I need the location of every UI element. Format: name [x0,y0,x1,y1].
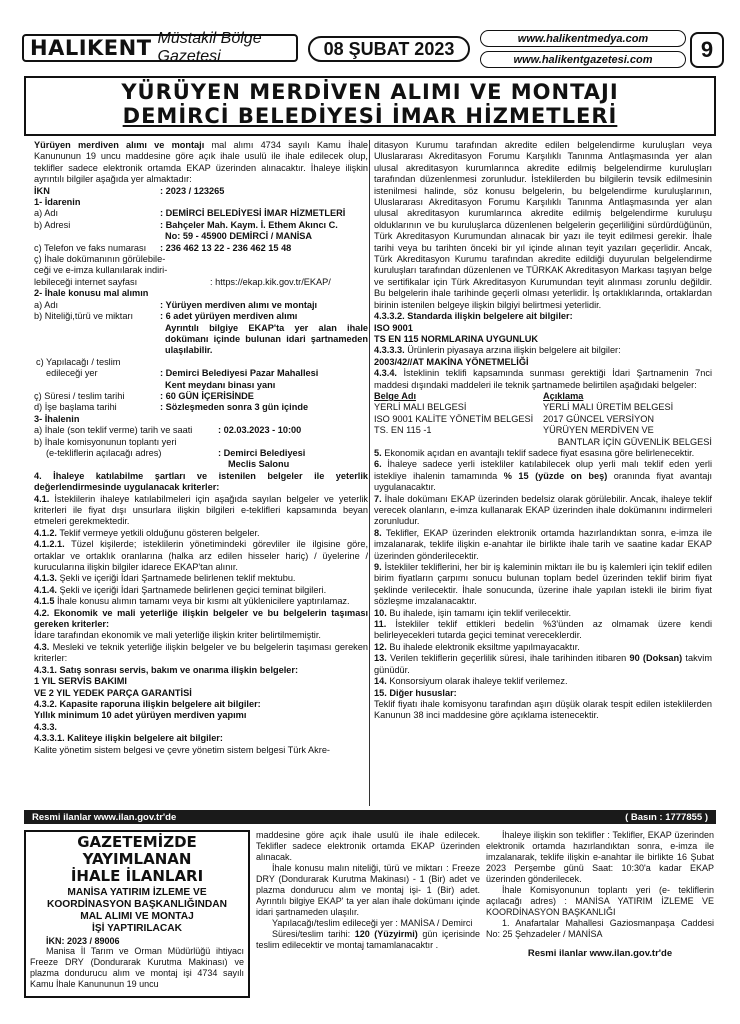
documents-table-row [374,425,712,436]
item-13-days: 90 (Doksan) [629,653,683,664]
item-9-text: İstekliler tekliflerini, her bir iş kaleminin miktarı ile bu iş kalemleri için teklif edilen birim fiyatların çarpımı sonucu bulunan toplam bedel üzerinden teklif birim fiyat şeklinde verilecektir. İhale sonucunda, üzerine ihale yapılan istekli ile birim fiyat sözleşme imzalanacaktır. [374,562,712,607]
press-number: ( Basın : 1777855 ) [625,811,708,823]
section-title-1: GAZETEMİZDE YAYIMLANAN [77,833,197,868]
admin-name-value: : DEMİRCİ BELEDİYESİ İMAR HİZMETLERİ [160,208,346,219]
deadline-label: a) İhale (son teklif verme) tarih ve saati [34,425,193,436]
para-4-3 [34,642,368,665]
document-name: YERLİ MALI BELGESİ [374,402,467,413]
subtitle-line-2: KOORDİNASYON BAŞKANLIĞINDAN [47,899,227,910]
article-column-right [374,140,712,722]
para-4-1-4-text: Şekli ve içeriği İdari Şartnamede belirlenen geçici teminat bilgileri. [57,584,327,595]
official-notice-bar [24,810,716,824]
brand-box [22,30,298,65]
para-4-1-2-1-text: Tüzel kişilerde; isteklilerin yönetimindeki görevliler ile ilgisine göre, ortaklar ve ortaklık oranlarına (halka arz edilen hisseler hariç) / üyelerine / kurucularına ilişkin bilgiler idarece EKAP'tan alınır. [34,539,368,573]
para-4-1-text: İsteklilerin ihaleye katılabilmeleri için aşağıda sayılan belgeler ve yeterlik kriterleri ile fiyat dışı unsurlara ilişkin bilgileri e-teklifleri kapsamında beyan etmeleri gerekmektedir. [34,493,368,527]
item-14-num: 14. [374,676,387,687]
start-date-value: : Sözleşmeden sonra 3 gün içinde [160,402,309,413]
website-link-1[interactable]: www.halikentmedya.com [480,30,686,47]
phone-label: c) Telefon ve faks numarası [34,242,147,253]
admin-address-row [34,220,368,231]
item-10-num: 10. [374,607,387,618]
document-desc: YÜRÜYEN MERDİVEN VE [543,425,654,436]
deadline-value: : 02.03.2023 - 10:00 [218,425,302,436]
documents-col-name: Belge Adı [374,390,417,401]
para-4-1-5 [34,596,368,607]
official-notice-text: Resmi ilanlar www.ilan.gov.tr'de [32,811,177,823]
section-title-2: İHALE İLANLARI [70,867,204,885]
commission-value-2: Meclis Salonu [228,459,290,470]
para-4-1 [34,494,368,528]
item-detail-note: Ayrıntılı bilgiye EKAP'ta yer alan ihale dokümanı içinde bulunan idari şartnameden ulaşılabilir. [165,322,368,356]
item-11-num: 11. [374,619,387,630]
admin-name-label: a) Adı [34,208,59,219]
para-4-3-4 [374,368,712,391]
deadline-row [34,425,368,436]
second-body-right [486,830,714,959]
website-link-2[interactable]: www.halikentgazetesi.com [480,51,686,68]
headline-box [24,76,716,136]
item-7-text: İhale dokümanı EKAP üzerinden bedelsiz olarak görülebilir. Ancak, ihaleye teklif verecek olanların, e-imza kullanarak EKAP üzerinden ihale dokümanını indirmeleri zorunludur. [374,493,712,527]
item-6-text: İhaleye sadece yerli istekliler katılabilecek olup yerli malı teklif eden yerli istekliye ihalenin tamamında [374,459,712,481]
item-quantity-label: b) Niteliği,türü ve miktarı [34,311,134,322]
section-4-heading: 4. İhaleye katılabilme şartları ve istenilen belgeler ile yeterlik değerlendirmesinde uygulanacak kriterler: [34,470,368,493]
service-line-1: 1 YIL SERVİS BAKIMI [34,676,127,687]
documents-table-row [374,414,712,425]
documents-table-header [374,391,712,402]
duration-text: Süresi/teslim tarihi: [272,929,355,939]
headline-line-2: DEMİRCİ BELEDİYESİ İMAR HİZMETLERİ [122,104,618,128]
item-10 [374,608,712,619]
para-4-1-2-1-num: 4.1.2.1. [34,539,65,550]
delivery-place-label-1: c) Yapılacağı / teslim [36,356,121,367]
para-4-3-3-2-heading: 4.3.3.2. Standarda ilişkin belgelere ait bilgiler: [374,311,573,322]
para-4-3-4-num: 4.3.4. [374,368,397,379]
second-mid-para-4 [256,929,480,951]
article-column-left [34,140,368,756]
item-9-num: 9. [374,562,382,573]
accreditation-paragraph: ditasyon Kurumu tarafından akredite edilen belgelendirme kuruluşları veya Uluslararası Akreditasyon Forumu Karşılıklı Tanınma Antlaşmasında yer alan ulusal akreditasyon kurumlarınca akredite edilmiş belgelendirme kuruluşları tarafından düzenlenmesi zorunludur. İsteklilerden bu bilgilerin tevsik edilmesinin istenilmesi halinde, söz konusu belgelerin, bu belgelendirme kuruluşlarının, Uluslararası Akreditasyon Forumu Karşılıklı Tanınma Antlaşmasında yer alan ulusal akreditasyon kurumlarınca akredite edilmiş belgelendirme kuruluşu olduklarının ve bu kuruluşlarca düzenlenen belgelerin geçerliliğini sürdürdüğünün, Türk Akreditasyon Kurumundan alınacak bir yazı ile teyit edilmesi gerekir. İhale tarihi veya bu tarihten önceki bir yıl içinde alınan teyit yazıları geçerlidir. Ancak, Türk Akreditasyon Kurumu tarafından akredite edildiği duyurulan belgelendirme kuruluşları tarafından düzenlenen ve TÜRKAK Akreditasyon Markası taşıyan belge ve sertifikalar için Türk Akreditasyon Kurumundan teyit alınması zorunlu değildir. Bu belgelerin ihale tarihinde geçerli olması yeterlidir. İş ortaklıklarında, ortaklardan birinin istenilen belgeye ilişkin bilgiyi belirtmesi yeterlidir. [374,140,712,310]
masthead [22,30,722,70]
brand-name: HALIKENT [30,36,152,60]
document-label-3: lebileceği internet sayfası [34,276,138,287]
subtitle-line-3: MAL ALIMI VE MONTAJ [80,911,194,922]
duration-value: : 60 GÜN İÇERİSİNDE [160,390,254,401]
para-4-3-text: Mesleki ve teknik yeterliğe ilişkin belgeler ve bu belgelerin taşıması gereken kriterler: [34,641,368,664]
section-3-heading: 3- İhalenin [34,413,80,424]
documents-col-desc: Açıklama [543,390,584,401]
item-12-num: 12. [374,641,387,652]
document-desc: YERLİ MALI ÜRETİM BELGESİ [543,402,674,413]
item-11-text: İstekliler teklif ettikleri bedelin %3'ünden az olmamak üzere kendi belirleyecekleri tutarda geçici teminat vereceklerdir. [374,619,712,641]
item-6 [374,459,712,493]
commission-label-2: (e-tekliflerin açılacağı adres) [46,447,162,458]
second-mid-para-2: İhale konusu malın niteliği, türü ve miktarı : Freeze DRY (Dondurarak Kurutma Makinası) - 1 (Bir) adet ve plazma dondurucu alım ve montaj işi- 1 (Bir) adet. Ayrıntılı bilgiye EKAP' ta yer alan ihale dokümanı içinde idari şartnameden ulaşılır. [256,863,480,917]
para-4-1-num: 4.1. [34,493,50,504]
commission-row [34,448,368,459]
para-4-2-heading: 4.2. Ekonomik ve mali yeterliğe ilişkin belgeler ve bu belgelerin taşıması gereken kriterler: [34,607,368,630]
delivery-place-row [34,368,368,379]
para-4-1-5-num: 4.1.5 [34,596,55,607]
para-4-1-2-num: 4.1.2. [34,527,57,538]
para-4-1-2-1 [34,539,368,573]
item-7 [374,494,712,528]
admin-address-value-2: No: 59 - 45900 DEMİRCİ / MANİSA [165,231,313,242]
section-2-heading: 2- İhale konusu mal alımın [34,288,149,299]
document-name: ISO 9001 KALİTE YÖNETİM BELGESİ [374,413,534,424]
second-announcement-box [24,830,250,998]
para-4-3-2-heading: 4.3.2. Kapasite raporuna ilişkin belgelere ait bilgiler: [34,698,261,709]
intro-paragraph [34,140,368,186]
item-7-num: 7. [374,493,382,504]
item-name-row [34,300,368,311]
second-announcement-subtitle [30,887,244,935]
page-number: 9 [690,32,724,68]
item-6-num: 6. [374,459,382,470]
item-6-percent: % 15 (yüzde on beş) [503,470,608,481]
item-15-heading: 15. Diğer hususlar: [374,687,457,698]
intro-text: mal alımı 4734 sayılı Kamu İhale Kanununun 19 uncu maddesine göre açık ihale usulü ile ihale edilecek olup, teklifler sadece elektronik ortamda EKAP üzerinden alınacaktır. İhaleye ilişkin ayrıntılı bilgiler aşağıda yer almaktadır: [34,140,368,185]
item-13-text-2: takvim günüdür. [374,653,712,675]
item-14 [374,676,712,687]
item-9 [374,562,712,608]
item-13-num: 13. [374,653,387,664]
admin-name-row [34,208,368,219]
para-4-1-4-num: 4.1.4. [34,584,57,595]
ikn-value: : 2023 / 123265 [160,185,225,196]
ts-standard: TS EN 115 NORMLARINA UYGUNLUK [374,333,539,344]
service-line-2: VE 2 YIL YEDEK PARÇA GARANTİSİ [34,687,192,698]
para-4-3-3-1-heading: 4.3.3.1. Kaliteye ilişkin belgelere ait bilgiler: [34,733,223,744]
item-name-label: a) Adı [34,299,59,310]
item-5-num: 5. [374,447,382,458]
second-right-para-2: İhale Komisyonunun toplantı yeri (e- tekliflerin açılacağı adres) : MANİSA YATIRIM İZLEME VE KOORDİNASYON BAŞKANLIĞI [486,885,714,917]
website-links [480,30,686,72]
para-4-3-num: 4.3. [34,641,50,652]
item-quantity-value: : 6 adet yürüyen merdiven alımı [160,311,298,322]
para-4-3-3-3 [374,345,712,356]
subtitle-line-4: İŞİ YAPTIRILACAK [91,923,182,934]
para-4-1-4 [34,585,368,596]
document-desc: 2017 GÜNCEL VERSİYON [543,413,654,424]
second-right-para-1: İhaleye ilişkin son teklifler : Teklifler, EKAP üzerinden elektronik ortamda hazırlandıktan sonra, e-imza ile imzalanarak, teklife ilişkin e-anahtar ile birlikte 16 Şubat 2023 Perşembe günü Saat: 10:30'a kadar EKAP üzerinden gönderilecek. [486,830,714,884]
section-1-heading: 1- İdarenin [34,197,81,208]
start-date-label: d) İşe başlama tarihi [34,402,117,413]
start-date-row [34,402,368,413]
phone-value: : 236 462 13 22 - 236 462 15 48 [160,242,292,253]
issue-date: 08 ŞUBAT 2023 [308,36,470,62]
delivery-place-label-2: edileceği yer [46,368,98,379]
tender-announcement [24,140,716,806]
item-12 [374,642,712,653]
item-6-text-2: oranında fiyat avantajı uygulanacaktır. [374,470,712,493]
document-name: TS. EN 115 -1 [374,425,432,436]
item-13-text: Verilen tekliflerin geçerlilik süresi, ihale tarihinden itibaren [386,653,630,664]
second-mid-para-1: maddesine göre açık ihale usulü ile ihale edilecek. Teklifler sadece elektronik ortamda EKAP üzerinden alınacak. [256,830,480,862]
intro-bold: Yürüyen merdiven alımı ve montajı [34,140,205,150]
capacity-line: Yıllık minimum 10 adet yürüyen merdiven yapımı [34,710,247,721]
ekap-url[interactable]: : https://ekap.kik.gov.tr/EKAP/ [210,276,331,287]
item-13 [374,653,712,676]
second-body-middle [256,830,480,951]
item-8-text: Teklifler, EKAP üzerinden elektronik ortamda hazırlandıktan sonra, e-imza ile imzalanarak, teklife ilişkin e-anahtar ile birlikte ihale tarih ve saatine kadar EKAP üzerinden gönderilecektir. [374,527,712,561]
document-url-row [34,277,368,288]
item-8 [374,528,712,562]
delivery-place-value-2: Kent meydanı binası yanı [165,379,276,390]
item-15-text: Teklif fiyatı ihale komisyonu tarafından aşırı düşük olarak tespit edilen isteklilerden Kanunun 38 inci maddesine göre açıklama istenecektir. [374,698,712,721]
para-4-1-3 [34,573,368,584]
admin-address-label: b) Adresi [34,219,71,230]
para-4-1-3-text: Şekli ve içeriği İdari Şartnamede belirlenen teklif mektubu. [57,573,296,584]
documents-table-row [374,402,712,413]
ikn-label: İKN [34,185,50,196]
second-announcement [24,830,716,1000]
item-5-text: Ekonomik açıdan en avantajlı teklif sadece fiyat esasına göre belirlenecektir. [381,447,695,458]
second-body-start: Manisa İl Tarım ve Orman Müdürlüğü ihtiyacı Freeze DRY (Dondurarak Kurutma Makinası) ve plazma dondurucu alım ve montaj işi 4734 sayılı Kamu İhale Kanununun 19 uncu [30,946,244,989]
para-4-3-4-text: İsteklinin teklifi kapsamında sunması gerektiği İdari Şartnamenin 7nci maddesi dışındaki maddeleri ile teknik şartnamede belirtilen aşağıdaki belgeler: [374,368,712,390]
subtitle-line-1: MANİSA YATIRIM İZLEME VE [67,887,207,898]
item-8-num: 8. [374,527,382,538]
commission-value: : Demirci Belediyesi [218,447,306,458]
delivery-place-value: : Demirci Belediyesi Pazar Mahallesi [160,368,319,379]
para-4-2-text: İdare tarafından ekonomik ve mali yeterliğe ilişkin kriter belirtilmemiştir. [34,630,321,641]
document-label-2: ceği ve e-imza kullanılarak indiri- [34,265,168,276]
para-4-1-5-text: İhale konusu alımın tamamı veya bir kısmı alt yüklenicilere yaptırılamaz. [54,596,350,607]
para-4-1-2-text: Teklif vermeye yetkili olduğunu gösteren belgeler. [57,527,260,538]
duration-label: ç) Süresi / teslim tarihi [34,390,125,401]
document-desc-cont: BANTLAR İÇİN GÜVENLİK BELGESİ [557,436,712,447]
duration-days: 120 (Yüzyirmi) [354,929,418,939]
ikn-row [34,186,368,197]
official-notice-footer: Resmi ilanlar www.ilan.gov.tr'de [527,948,673,959]
para-4-3-3-heading: 4.3.3. [34,721,57,732]
para-4-1-3-num: 4.1.3. [34,573,57,584]
machinery-directive: 2003/42//AT MAKİNA YÖNETMELİĞİ [374,356,529,367]
phone-row [34,243,368,254]
para-4-3-3-3-num: 4.3.3.3. [374,345,405,356]
para-4-3-3-1-text: Kalite yönetim sistem belgesi ve çevre yönetim sistem belgesi Türk Akre- [34,744,330,755]
brand-tagline: Müstakil Bölge Gazetesi [157,30,262,65]
second-mid-para-3: Yapılacağı/teslim edileceği yer : MANİSA / Demirci [272,918,473,928]
column-divider [369,140,370,806]
second-ikn: İKN: 2023 / 89006 [46,936,120,946]
commission-label-1: b) İhale komisyonunun toplantı yeri [34,436,177,447]
headline-line-1: YÜRÜYEN MERDİVEN ALIMI VE MONTAJI [121,80,619,104]
document-label-1: ç) İhale dokümanının görülebile- [34,254,166,265]
item-11 [374,619,712,642]
duration-row [34,391,368,402]
item-14-text: Konsorsiyum olarak ihaleye teklif verilemez. [386,676,568,687]
item-quantity-row [34,311,368,322]
para-4-3-3-3-text: Ürünlerin piyasaya arzına ilişkin belgelere ait bilgiler: [404,345,621,356]
second-right-para-3: 1. Anafartalar Mahallesi Gaziosmanpaşa Caddesi No: 25 Şehzadeler / MANİSA [486,918,714,939]
iso-standard: ISO 9001 [374,322,413,333]
para-4-3-1-heading: 4.3.1. Satış sonrası servis, bakım ve onarıma ilişkin belgeler: [34,664,299,675]
item-10-text: Bu ihalede, işin tamamı için teklif verilecektir. [386,607,572,618]
admin-address-value: : Bahçeler Mah. Kaym. İ. Ethem Akıncı C. [160,219,338,230]
item-12-text: Bu ihalede elektronik eksiltme yapılmayacaktır. [386,641,580,652]
item-5 [374,448,712,459]
para-4-1-2 [34,528,368,539]
duration-text-2: gün içerisinde teslim edilecektir ve montaj tamamlanacaktır . [256,929,480,950]
item-name-value: : Yürüyen merdiven alımı ve montajı [160,299,318,310]
